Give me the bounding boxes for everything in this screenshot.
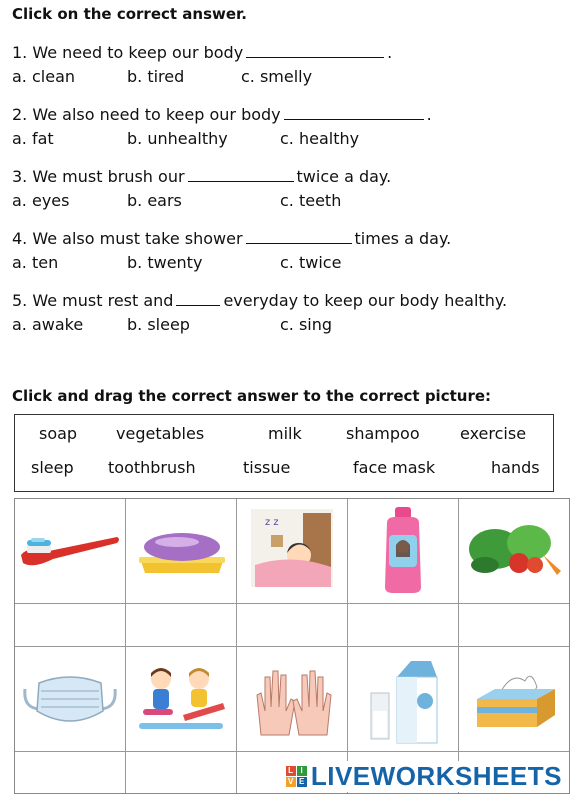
toothbrush-picture — [19, 529, 121, 573]
question-1: 1. We need to keep our body . — [12, 43, 393, 62]
shampoo-bottle-picture — [377, 505, 429, 595]
sleeping-child-picture — [251, 509, 333, 587]
option-4c[interactable]: c. twice — [280, 253, 342, 272]
drop-zone-3[interactable] — [237, 604, 347, 646]
liveworksheets-wordmark: LIVEWORKSHEETS — [310, 761, 562, 791]
word-tissue[interactable]: tissue — [243, 458, 291, 477]
hands-picture — [251, 665, 337, 737]
option-2b[interactable]: b. unhealthy — [127, 129, 228, 148]
blank-1[interactable] — [246, 43, 384, 58]
option-5b[interactable]: b. sleep — [127, 315, 190, 334]
tissue-box-picture — [471, 669, 559, 731]
option-1c[interactable]: c. smelly — [241, 67, 313, 86]
word-shampoo[interactable]: shampoo — [346, 424, 420, 443]
drop-zone-7[interactable] — [126, 752, 236, 792]
section-title-drag-drop: Click and drag the correct answer to the correct picture: — [12, 387, 492, 405]
drop-zone-2[interactable] — [126, 604, 236, 646]
drop-zone-4[interactable] — [348, 604, 458, 646]
word-milk[interactable]: milk — [268, 424, 302, 443]
word-vegetables[interactable]: vegetables — [116, 424, 205, 443]
blank-5[interactable] — [176, 291, 220, 306]
blank-2[interactable] — [284, 105, 424, 120]
svg-text:z z: z z — [265, 517, 279, 528]
word-toothbrush[interactable]: toothbrush — [108, 458, 196, 477]
picture-grid — [14, 498, 570, 794]
question-5: 5. We must rest and everyday to keep our body healthy. — [12, 291, 508, 310]
option-3a[interactable]: a. eyes — [12, 191, 70, 210]
option-1a[interactable]: a. clean — [12, 67, 76, 86]
question-3: 3. We must brush our twice a day. — [12, 167, 392, 186]
word-bank — [14, 414, 554, 492]
word-face-mask[interactable]: face mask — [353, 458, 436, 477]
option-5c[interactable]: c. sing — [280, 315, 333, 334]
drop-zone-5[interactable] — [459, 604, 569, 646]
option-2c[interactable]: c. healthy — [280, 129, 360, 148]
blank-3[interactable] — [188, 167, 294, 182]
word-hands[interactable]: hands — [491, 458, 540, 477]
option-5a[interactable]: a. awake — [12, 315, 84, 334]
blank-4[interactable] — [246, 229, 352, 244]
word-soap[interactable]: soap — [39, 424, 78, 443]
option-2a[interactable]: a. fat — [12, 129, 54, 148]
children-exercising-picture — [133, 665, 229, 733]
question-4: 4. We also must take shower times a day. — [12, 229, 452, 248]
section-title-multiple-choice: Click on the correct answer. — [12, 5, 247, 23]
liveworksheets-logo — [286, 761, 562, 792]
option-3c[interactable]: c. teeth — [280, 191, 342, 210]
option-4a[interactable]: a. ten — [12, 253, 59, 272]
option-4b[interactable]: b. twenty — [127, 253, 203, 272]
drop-zone-6[interactable] — [15, 752, 125, 792]
vegetables-picture — [465, 519, 563, 579]
drop-zone-1[interactable] — [15, 604, 125, 646]
question-2: 2. We also need to keep our body . — [12, 105, 432, 124]
word-exercise[interactable]: exercise — [460, 424, 527, 443]
option-3b[interactable]: b. ears — [127, 191, 182, 210]
soap-picture — [137, 527, 227, 579]
face-mask-picture — [21, 669, 119, 731]
liveworksheets-mark-icon: L I V E — [286, 766, 307, 787]
word-sleep[interactable]: sleep — [31, 458, 74, 477]
option-1b[interactable]: b. tired — [127, 67, 185, 86]
milk-carton-picture — [367, 657, 439, 745]
